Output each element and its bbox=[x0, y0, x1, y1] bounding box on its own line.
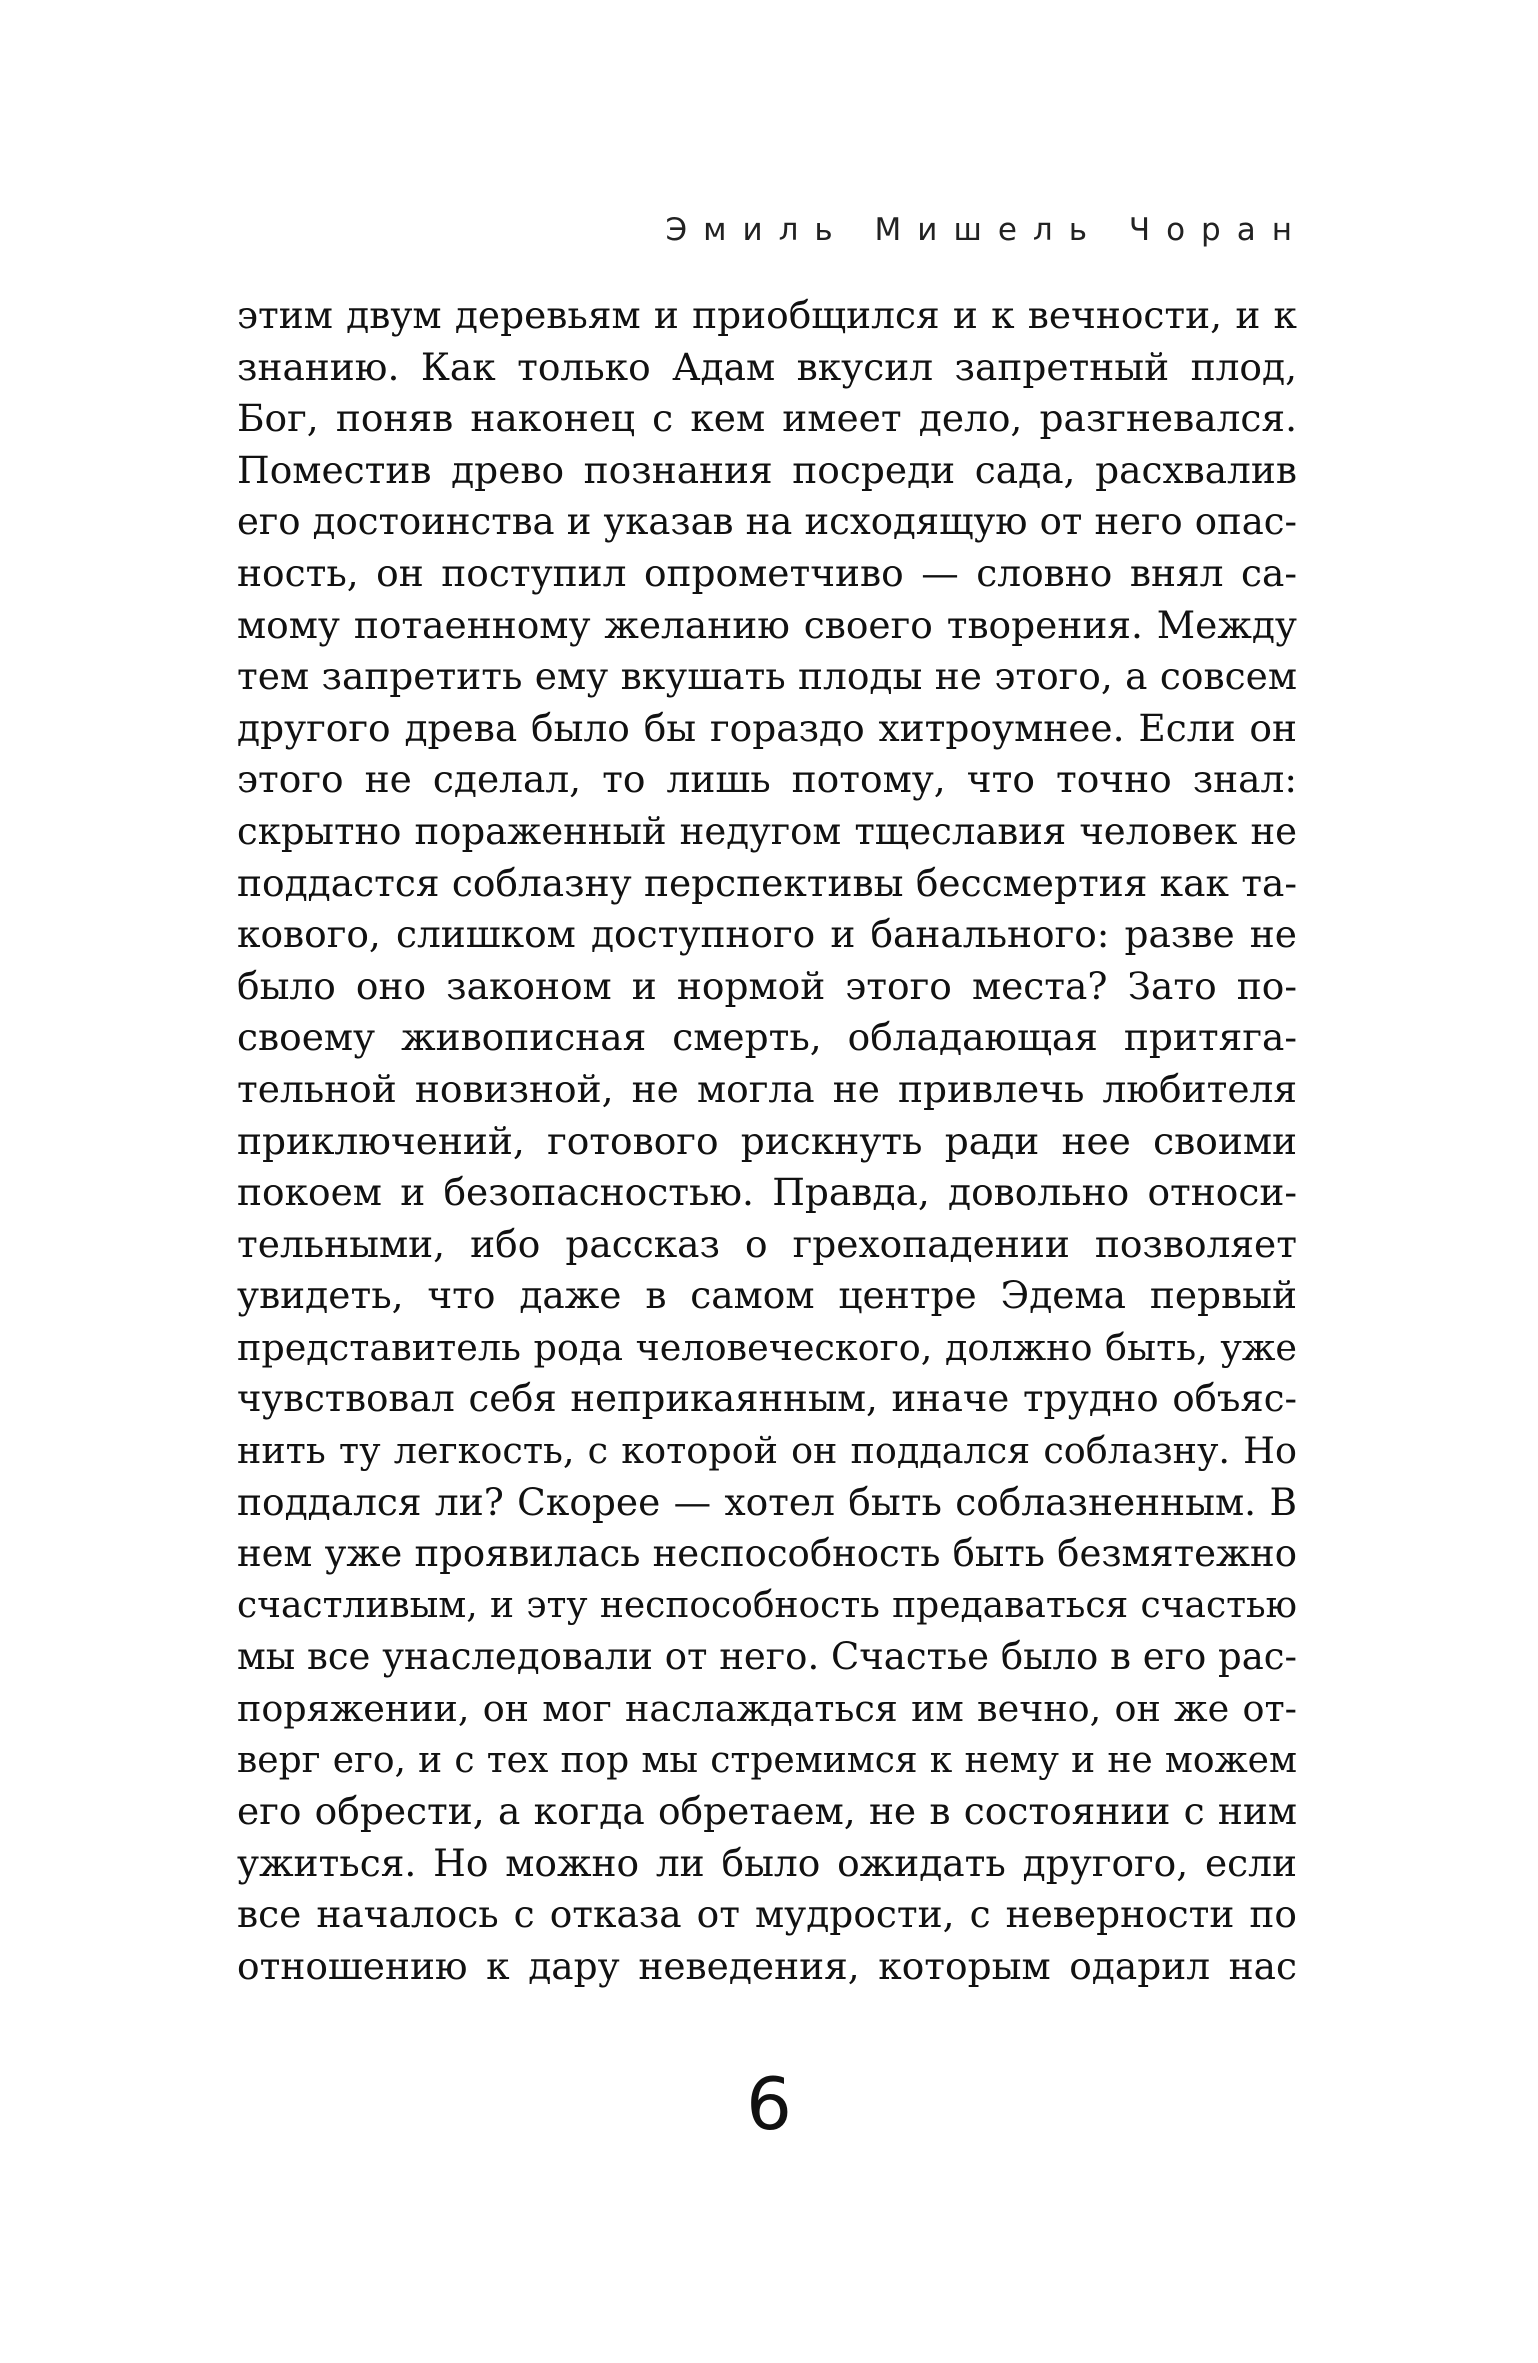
text-line: этим двум деревьям и приобщился и к вечности, и к bbox=[237, 293, 1297, 337]
text-line: увидеть, что даже в самом центре Эдема первый bbox=[237, 1273, 1297, 1318]
text-line: Бог, поняв наконец с кем имеет дело, разгневался. bbox=[237, 396, 1297, 441]
text-line: нем уже проявилась неспособность быть безмятежно bbox=[237, 1532, 1297, 1576]
text-line: скрытно пораженный недугом тщеславия человек не bbox=[237, 809, 1297, 853]
text-line: отношению к дару неведения, которым одарил нас bbox=[237, 1944, 1297, 1988]
text-line: чувствовал себя неприкаянным, иначе трудно объяс- bbox=[237, 1377, 1297, 1421]
text-line: кового, слишком доступного и банального: разве не bbox=[237, 912, 1297, 957]
text-line: мому потаенному желанию своего творения. Между bbox=[237, 602, 1297, 647]
text-line: тельными, ибо рассказ о грехопадении позволяет bbox=[237, 1221, 1297, 1266]
text-line: счастливым, и эту неспособность предаваться счастью bbox=[237, 1584, 1297, 1626]
text-line: своему живописная смерть, обладающая притяга- bbox=[237, 1015, 1297, 1060]
body-text bbox=[237, 290, 1297, 1993]
text-line: покоем и безопасностью. Правда, довольно относи- bbox=[237, 1170, 1297, 1215]
text-line: поряжении, он мог наслаждаться им вечно, он же от- bbox=[237, 1687, 1297, 1731]
text-line: другого древа было бы гораздо хитроумнее. Если он bbox=[237, 705, 1297, 750]
text-line: представитель рода человеческого, должно быть, уже bbox=[237, 1325, 1297, 1369]
text-line: ужиться. Но можно ли было ожидать другого, если bbox=[237, 1840, 1297, 1885]
text-line: этого не сделал, то лишь потому, что точно знал: bbox=[237, 757, 1297, 802]
text-line: приключений, готового рискнуть ради нее своими bbox=[237, 1118, 1297, 1163]
text-line: его обрести, а когда обретаем, не в состоянии с ним bbox=[237, 1789, 1297, 1834]
text-line: тем запретить ему вкушать плоды не этого, а совсем bbox=[237, 654, 1297, 699]
text-line: поддался ли? Скорее — хотел быть соблазненным. В bbox=[237, 1479, 1297, 1524]
text-line: его достоинства и указав на исходящую от него опас- bbox=[237, 500, 1297, 544]
text-line: мы все унаследовали от него. Счастье было в его рас- bbox=[237, 1635, 1297, 1679]
text-line: верг его, и с тех пор мы стремимся к нему и не можем bbox=[237, 1739, 1297, 1781]
text-line: все началось с отказа от мудрости, с неверности по bbox=[237, 1892, 1297, 1937]
text-line: поддастся соблазну перспективы бессмертия как та- bbox=[237, 860, 1297, 905]
page-number: 6 bbox=[746, 2062, 792, 2146]
running-header-author: Эмиль Мишель Чоран bbox=[665, 212, 1308, 248]
text-line: тельной новизной, не могла не привлечь любителя bbox=[237, 1066, 1297, 1111]
text-line: Поместив древо познания посреди сада, расхвалив bbox=[237, 447, 1297, 492]
text-line: было оно законом и нормой этого места? Зато по- bbox=[237, 963, 1297, 1008]
text-line: знанию. Как только Адам вкусил запретный плод, bbox=[237, 344, 1297, 389]
text-line: нить ту легкость, с которой он поддался соблазну. Но bbox=[237, 1429, 1297, 1473]
text-line: ность, он поступил опрометчиво — словно внял са- bbox=[237, 550, 1297, 595]
